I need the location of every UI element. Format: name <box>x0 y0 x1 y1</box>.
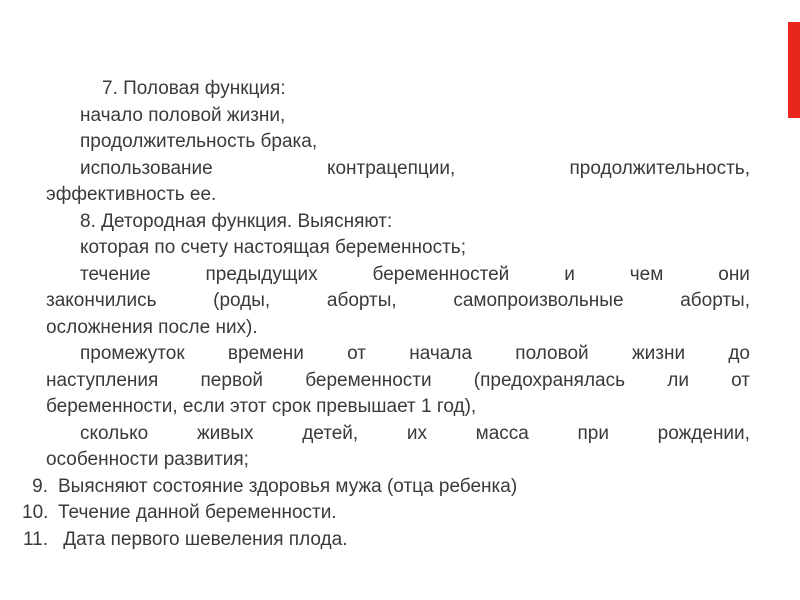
word: беременности <box>305 369 432 391</box>
text-line: начало половой жизни, <box>80 104 286 126</box>
word: сколько <box>80 422 149 444</box>
list-text: Выясняют состояние здоровья мужа (отца ребенка) <box>58 475 518 497</box>
word: жизни <box>631 343 686 364</box>
word: самопроизвольные <box>453 290 624 311</box>
word: первой <box>200 369 263 391</box>
word: контрацепции, <box>326 157 456 179</box>
word: и <box>564 263 575 285</box>
text-line: осложнения после них). <box>46 316 258 338</box>
text-line: беременности, если этот срок превышает 1 год), <box>46 396 477 417</box>
word: наступления <box>46 369 159 391</box>
word: до <box>728 343 750 364</box>
accent-bar <box>788 22 800 118</box>
word: рождении, <box>657 422 750 444</box>
word: при <box>577 422 609 444</box>
text-line-justified <box>46 341 750 368</box>
word: (предохранялась <box>473 369 626 391</box>
word: промежуток <box>80 343 185 364</box>
text-line-justified <box>46 421 750 448</box>
list-number: 9. <box>32 475 48 497</box>
list-number: 10. <box>22 502 49 523</box>
heading-reproductive-function: 8. Детородная функция. Выясняют: <box>80 210 393 232</box>
list-number: 11. <box>22 528 48 550</box>
word: времени <box>227 343 304 364</box>
word: течение <box>80 263 151 285</box>
word: беременностей <box>372 263 510 285</box>
text-line: особенности развития; <box>46 449 249 470</box>
text-line-justified <box>46 368 750 395</box>
word: использование <box>80 157 213 179</box>
word: продолжительность, <box>569 157 750 179</box>
word: чем <box>629 263 664 285</box>
word: (роды, <box>213 290 271 311</box>
word: живых <box>196 422 254 444</box>
word: они <box>718 263 750 285</box>
text-line: эффективность ее. <box>46 184 217 205</box>
slide-text <box>22 76 750 553</box>
text-line-justified <box>46 288 750 315</box>
word: предыдущих <box>205 263 318 285</box>
word: масса <box>475 422 529 444</box>
word: аборты, <box>326 290 397 311</box>
list-text: Дата первого шевеления плода. <box>58 528 348 550</box>
word: детей, <box>302 422 359 444</box>
list-text: Течение данной беременности. <box>58 502 337 523</box>
word: их <box>406 422 427 444</box>
text-line-justified <box>46 262 750 289</box>
word: половой <box>515 343 589 364</box>
word: от <box>347 343 366 364</box>
text-line: продолжительность брака, <box>80 131 318 152</box>
word: аборты, <box>680 290 750 311</box>
list-item-10 <box>22 500 750 527</box>
word: от <box>731 369 750 391</box>
text-line: которая по счету настоящая беременность; <box>80 237 466 258</box>
word: начала <box>409 343 473 364</box>
text-line-justified <box>46 156 750 183</box>
heading-sexual-function: 7. Половая функция: <box>102 78 286 99</box>
word: закончились <box>46 290 157 311</box>
list-item-9 <box>32 474 750 501</box>
list-item-11 <box>22 527 750 554</box>
word: ли <box>667 369 689 391</box>
